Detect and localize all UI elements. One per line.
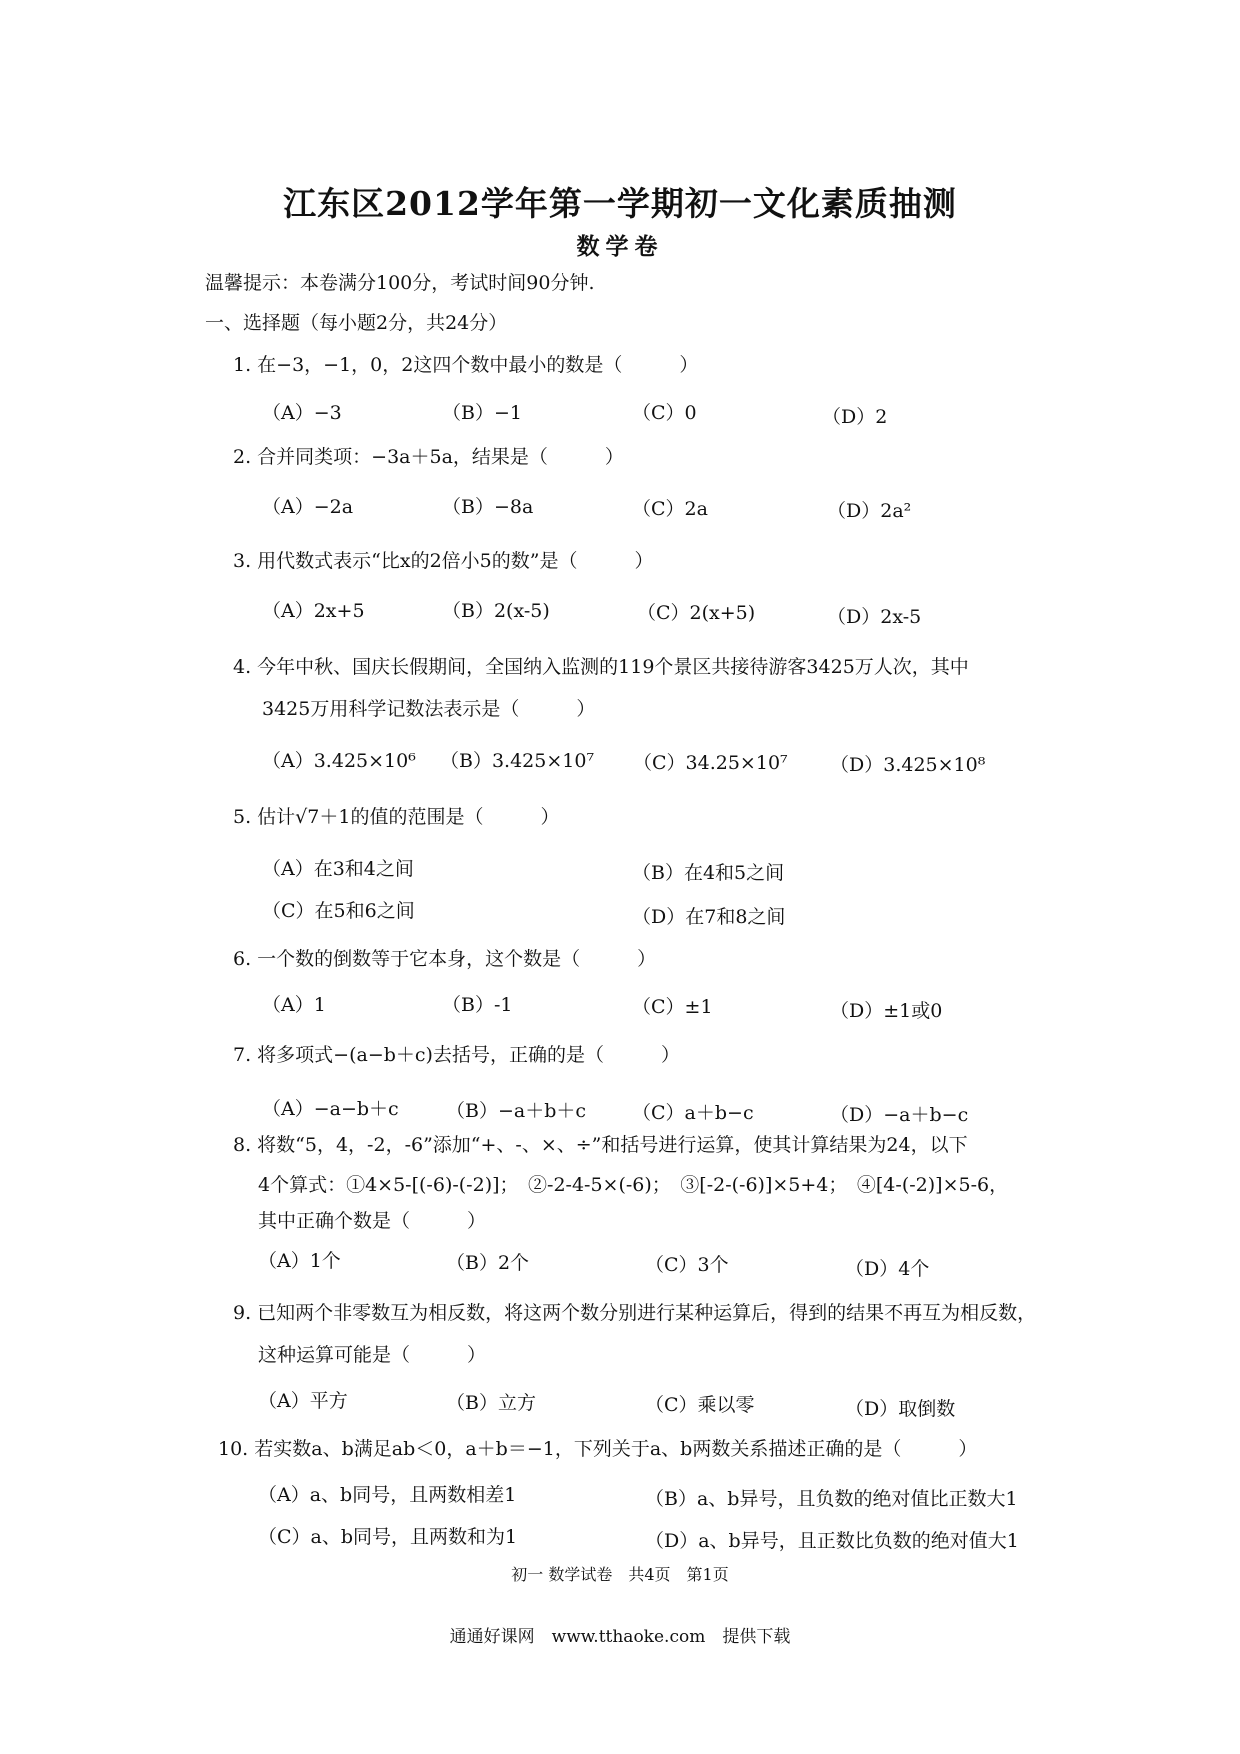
q9-option-c: （C）乘以零 xyxy=(645,1394,755,1416)
q2-option-c: （C）2a xyxy=(632,498,708,520)
q6-option-b: （B）-1 xyxy=(442,994,513,1016)
question-4: 4. 今年中秋、国庆长假期间，全国纳入监测的119个景区共接待游客3425万人次，其中 xyxy=(233,656,969,678)
q7-option-d: （D）−a＋b−c xyxy=(830,1104,969,1126)
q4-option-c: （C）34.25×10⁷ xyxy=(633,752,788,774)
q3-option-d: （D）2x-5 xyxy=(827,606,922,628)
question-3: 3. 用代数式表示“比x的2倍小5的数”是（ ） xyxy=(233,550,654,572)
q1-option-b: （B）−1 xyxy=(442,402,522,424)
q2-option-b: （B）−8a xyxy=(442,496,534,518)
exam-title: 江东区2012学年第一学期初一文化素质抽测 xyxy=(283,184,957,223)
q10-option-d: （D）a、b异号，且正数比负数的绝对值大1 xyxy=(645,1530,1019,1552)
download-credit: 通通好课网 www.tthaoke.com 提供下载 xyxy=(449,1627,791,1647)
q4-option-d: （D）3.425×10⁸ xyxy=(830,754,986,776)
q8-option-b: （B）2个 xyxy=(446,1252,530,1274)
q9-option-a: （A）平方 xyxy=(258,1390,348,1412)
q10-option-a: （A）a、b同号，且两数相差1 xyxy=(258,1484,517,1506)
page-footer: 初一 数学试卷 共4页 第1页 xyxy=(511,1565,729,1584)
q5-option-c: （C）在5和6之间 xyxy=(262,900,415,922)
q8-option-c: （C）3个 xyxy=(645,1254,729,1276)
question-8-cont: 其中正确个数是（ ） xyxy=(258,1210,487,1232)
q5-option-d: （D）在7和8之间 xyxy=(632,906,786,928)
q2-option-a: （A）−2a xyxy=(262,496,354,518)
question-8: 8. 将数“5，4，-2，-6”添加“+、-、×、÷”和括号进行运算，使其计算结果为24，以下 xyxy=(233,1134,968,1156)
q6-option-c: （C）±1 xyxy=(632,996,713,1018)
q6-option-a: （A）1 xyxy=(262,994,326,1016)
q10-option-b: （B）a、b异号，且负数的绝对值比正数大1 xyxy=(645,1488,1018,1510)
q1-option-d: （D）2 xyxy=(822,406,888,428)
question-8-formulas: 4个算式：①4×5-[(-6)-(-2)]； ②-2-4-5×(-6)； ③[-2-(-6)]×5+4； ④[4-(-2)]×5-6， xyxy=(258,1174,1009,1196)
question-1: 1. 在−3，−1，0，2这四个数中最小的数是（ ） xyxy=(233,354,699,376)
q3-option-c: （C）2(x+5) xyxy=(637,602,756,624)
exam-tip: 温馨提示：本卷满分100分，考试时间90分钟. xyxy=(205,272,595,294)
q10-option-c: （C）a、b同号，且两数和为1 xyxy=(258,1526,518,1548)
question-7: 7. 将多项式−(a−b＋c)去括号，正确的是（ ） xyxy=(233,1044,680,1066)
q2-option-d: （D）2a² xyxy=(827,500,912,522)
section-heading: 一、选择题（每小题2分，共24分） xyxy=(205,312,508,334)
q8-option-a: （A）1个 xyxy=(258,1250,341,1272)
question-5: 5. 估计√7＋1的值的范围是（ ） xyxy=(233,806,560,828)
q5-option-a: （A）在3和4之间 xyxy=(262,858,414,880)
q7-option-a: （A）−a−b＋c xyxy=(262,1098,399,1120)
question-4-cont: 3425万用科学记数法表示是（ ） xyxy=(262,698,596,720)
q1-option-c: （C）0 xyxy=(632,402,697,424)
q7-option-c: （C）a＋b−c xyxy=(632,1102,754,1124)
q5-option-b: （B）在4和5之间 xyxy=(632,862,785,884)
exam-subtitle: 数学卷 xyxy=(576,233,664,260)
q1-option-a: （A）−3 xyxy=(262,402,342,424)
question-9: 9. 已知两个非零数互为相反数，将这两个数分别进行某种运算后，得到的结果不再互为相反数， xyxy=(233,1302,1037,1324)
q6-option-d: （D）±1或0 xyxy=(830,1000,943,1022)
q3-option-a: （A）2x+5 xyxy=(262,600,365,622)
q4-option-b: （B）3.425×10⁷ xyxy=(440,750,595,772)
question-10: 10. 若实数a、b满足ab＜0，a＋b＝−1，下列关于a、b两数关系描述正确的是（ ） xyxy=(218,1438,978,1460)
question-2: 2. 合并同类项：−3a＋5a，结果是（ ） xyxy=(233,446,624,468)
q9-option-d: （D）取倒数 xyxy=(845,1398,956,1420)
q8-option-d: （D）4个 xyxy=(845,1258,930,1280)
q9-option-b: （B）立方 xyxy=(446,1392,536,1414)
question-9-cont: 这种运算可能是（ ） xyxy=(258,1344,487,1366)
question-6: 6. 一个数的倒数等于它本身，这个数是（ ） xyxy=(233,948,657,970)
q3-option-b: （B）2(x-5) xyxy=(442,600,550,622)
q4-option-a: （A）3.425×10⁶ xyxy=(262,750,416,772)
q7-option-b: （B）−a＋b＋c xyxy=(446,1100,587,1122)
